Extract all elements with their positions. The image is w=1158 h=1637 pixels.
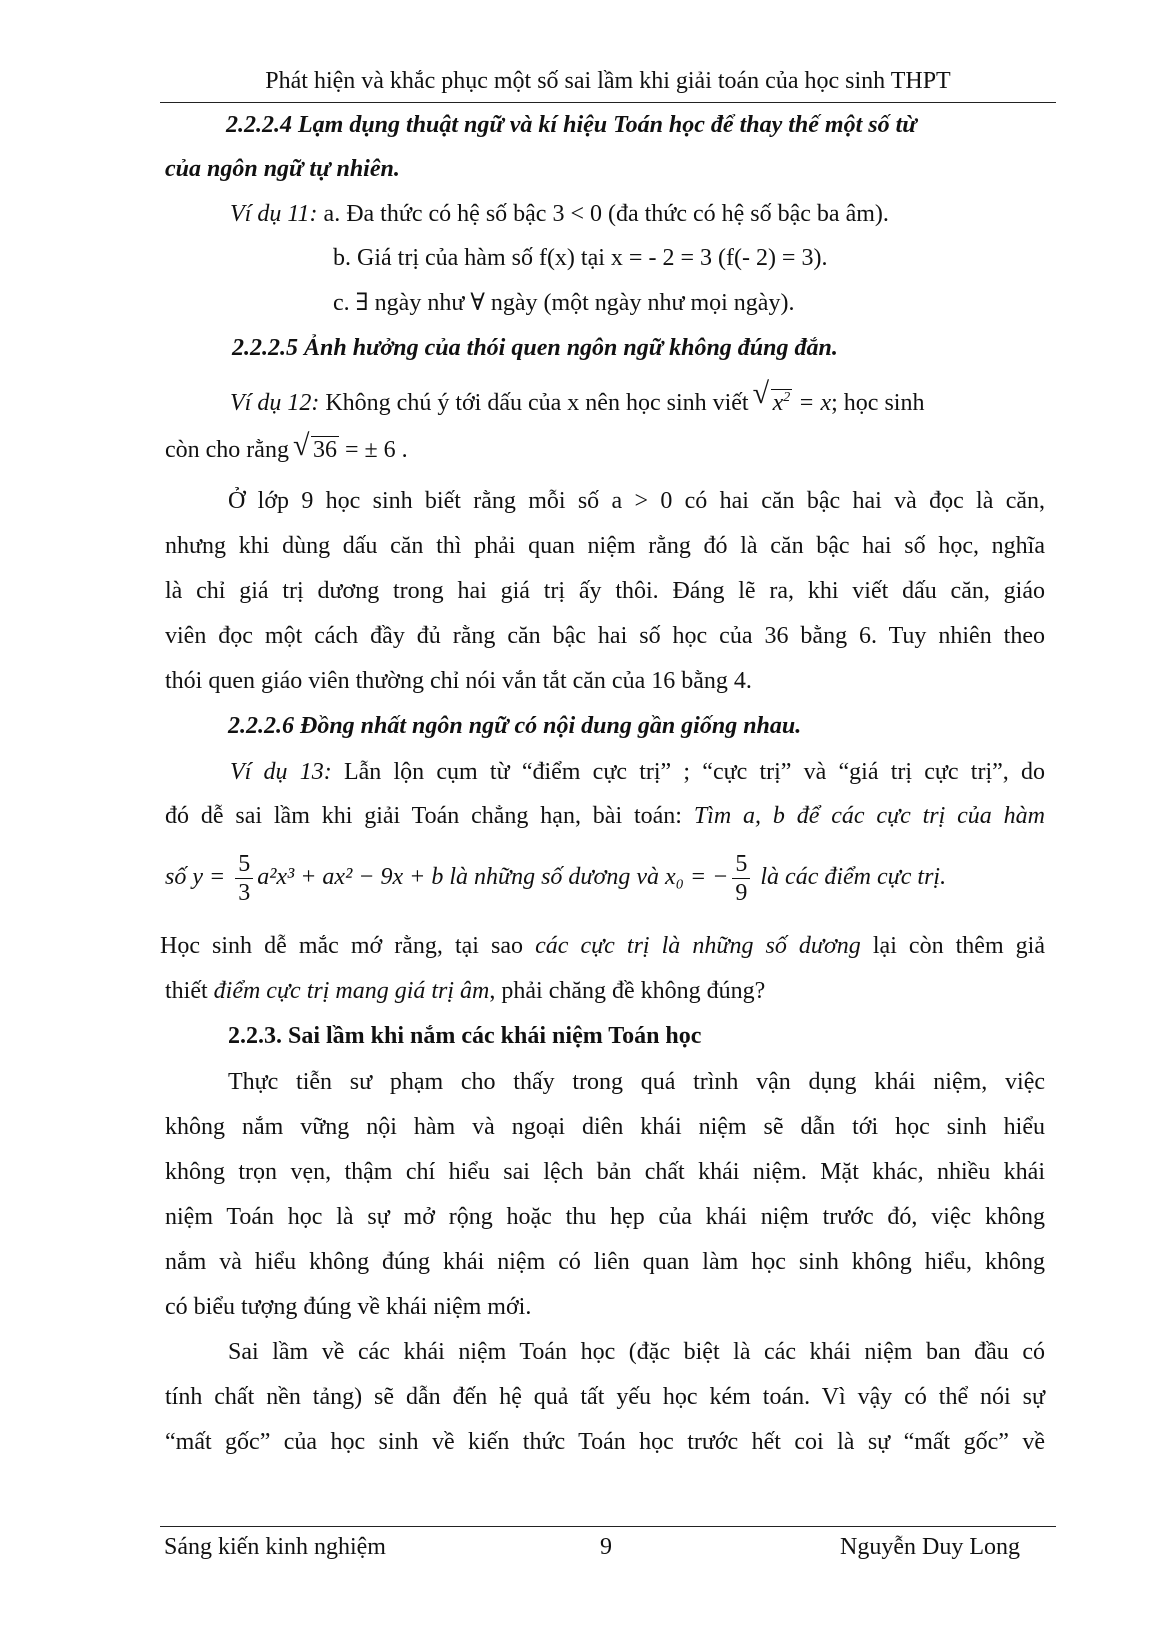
para-line: là chỉ giá trị dương trong hai giá trị ấy thôi. Đáng lẽ ra, khi viết dấu căn, giáo [165, 578, 1045, 604]
frac2-numerator: 5 [732, 850, 750, 879]
sqrt-1-rhs: = x [792, 390, 832, 416]
sqrt-2-radicand: 36 [312, 437, 337, 463]
example-11-c: c. ∃ ngày như ∀ ngày (một ngày như mọi ngày). [333, 290, 795, 316]
example-11-label: Ví dụ 11: [230, 201, 318, 227]
example-12-text-b: ; học sinh [831, 390, 925, 416]
para-line: Sai lầm về các khái niệm Toán học (đặc biệt là các khái niệm ban đầu có [228, 1339, 1045, 1365]
example-13-line5-a: thiết [165, 978, 214, 1004]
para-line: Ở lớp 9 học sinh biết rằng mỗi số a > 0 có hai căn bậc hai và đọc là căn, [228, 488, 1045, 514]
frac1-denominator: 3 [238, 880, 251, 906]
example-13-line4-c: lại còn thêm giả [860, 933, 1045, 959]
example-11-a [230, 198, 889, 230]
example-11-b: b. Giá trị của hàm số f(x) tại x = - 2 = 3 (f(- 2) = 3). [333, 245, 828, 271]
para-line: niệm Toán học là sự mở rộng hoặc thu hẹp của khái niệm trước đó, việc không [165, 1204, 1045, 1230]
example-13-line2-b: Tìm a, b để các cực trị của hàm [693, 803, 1045, 829]
para-line: nắm và hiểu không đúng khái niệm có liên quan làm học sinh không hiểu, không [165, 1249, 1045, 1275]
footer-author: Nguyễn Duy Long [840, 1534, 1020, 1560]
fraction-5-3 [235, 850, 253, 907]
example-13-line3-c: là các điểm cực trị. [754, 864, 947, 891]
example-13-poly: a²x³ + ax² − 9x + b [257, 864, 444, 891]
example-12-line2-b: . [395, 437, 408, 463]
example-13-line3 [165, 850, 946, 907]
para-line: Thực tiễn sư phạm cho thấy trong quá trình vận dụng khái niệm, việc [228, 1069, 1045, 1095]
example-13-line5-c: , phải chăng đề không đúng? [489, 978, 766, 1004]
footer-left: Sáng kiến kinh nghiệm [164, 1534, 386, 1560]
example-13-line2-a: đó dễ sai lầm khi giải Toán chẳng hạn, bài toán: [165, 803, 694, 829]
heading-2226: 2.2.2.6 Đồng nhất ngôn ngữ có nội dung gần giống nhau. [228, 713, 802, 739]
example-13-line1 [230, 756, 1045, 788]
frac1-numerator: 5 [235, 850, 253, 879]
example-13-line4-a: Học sinh dễ mắc mớ rằng, tại sao [160, 933, 536, 959]
sqrt-1-exponent: 2 [783, 390, 791, 405]
example-11-a-text: a. Đa thức có hệ số bậc 3 < 0 (đa thức có hệ số bậc ba âm). [317, 201, 889, 227]
example-13-line5-b: điểm cực trị mang giá trị âm [213, 978, 490, 1004]
para-line: viên đọc một cách đầy đủ rằng căn bậc hai số học của 36 bằng 6. Tuy nhiên theo [165, 623, 1045, 649]
example-13-line4-b: các cực trị là những số dương [535, 933, 861, 959]
sqrt-36 [299, 434, 339, 466]
page-number: 9 [600, 1534, 612, 1560]
example-12-label: Ví dụ 12: [230, 390, 320, 416]
example-13-line3-a: số y = [165, 864, 232, 891]
example-12-line2 [165, 434, 408, 466]
para-line: có biểu tượng đúng về khái niệm mới. [165, 1294, 532, 1320]
heading-2224-line1: 2.2.2.4 Lạm dụng thuật ngữ và kí hiệu Toán học để thay thế một số từ [226, 112, 917, 138]
sqrt-x-squared [759, 382, 793, 419]
heading-223: 2.2.3. Sai lầm khi nắm các khái niệm Toán học [228, 1023, 702, 1049]
para-line: thói quen giáo viên thường chỉ nói vắn tắt căn của 16 bằng 4. [165, 668, 752, 694]
example-13-line2 [165, 800, 1045, 832]
fraction-5-9 [732, 850, 750, 907]
header-title: Phát hiện và khắc phục một số sai lầm khi giải toán của học sinh THPT [265, 68, 951, 94]
para-line: không trọn vẹn, thậm chí hiểu sai lệch bản chất khái niệm. Mặt khác, nhiều khái [165, 1159, 1045, 1185]
para-line: không nắm vững nội hàm và ngoại diên khái niệm sẽ dẫn tới học sinh hiểu [165, 1114, 1045, 1140]
example-13-label: Ví dụ 13: [230, 759, 332, 785]
para-line: nhưng khi dùng dấu căn thì phải quan niệm rằng đó là căn bậc hai số học, nghĩa [165, 533, 1045, 559]
example-12-line2-a: còn cho rằng [165, 437, 295, 463]
para-line: “mất gốc” của học sinh về kiến thức Toán học trước hết coi là sự “mất gốc” về [165, 1429, 1045, 1455]
page-footer [160, 1526, 1056, 1567]
sqrt-2-rhs: = ± 6 [338, 437, 396, 463]
para-line: tính chất nền tảng) sẽ dẫn đến hệ quả tất yếu học kém toán. Vì vậy có thể nói sự [165, 1384, 1045, 1410]
example-13-line1-text: Lẫn lộn cụm từ “điểm cực trị” ; “cực trị” và “giá trị cực trị”, do [331, 759, 1045, 785]
page-header [160, 66, 1056, 103]
example-13-x0: x₀ = − [664, 864, 729, 891]
example-12-line1 [230, 382, 924, 419]
sqrt-1-radicand: x [772, 390, 784, 416]
example-12-text-a: Không chú ý tới dấu của x nên học sinh viết [319, 390, 755, 416]
example-13-line5 [165, 975, 765, 1007]
example-13-line3-b: là những số dương và [443, 864, 665, 891]
heading-2224-line2: của ngôn ngữ tự nhiên. [165, 156, 400, 182]
example-13-line4 [160, 930, 1045, 962]
frac2-denominator: 9 [735, 880, 748, 906]
heading-2225: 2.2.2.5 Ảnh hưởng của thói quen ngôn ngữ không đúng đắn. [232, 335, 838, 361]
